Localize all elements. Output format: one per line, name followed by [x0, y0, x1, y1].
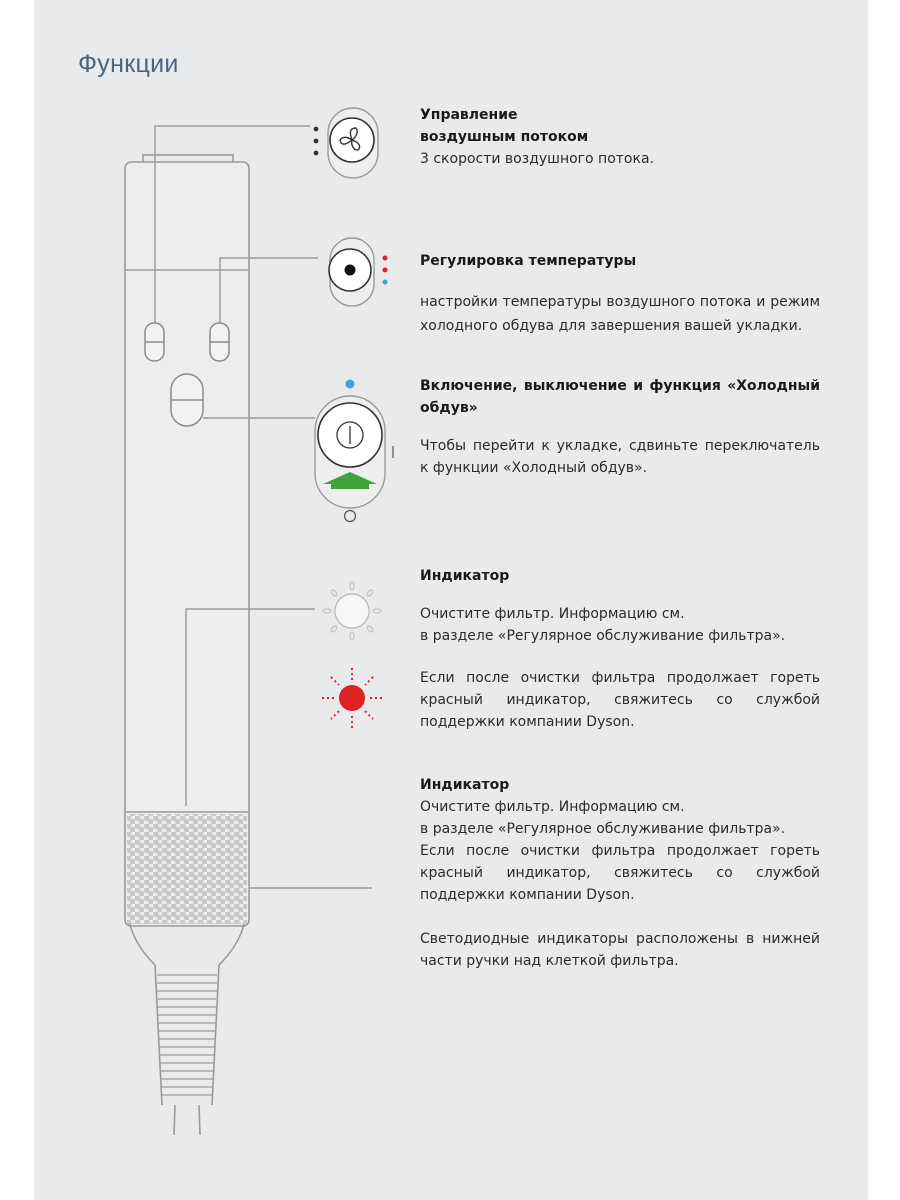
indicator1-section — [420, 565, 820, 733]
indicator1-text2: Если после очистки фильтра продолжает гореть красный индикатор, свяжитесь со службой поддержки компании Dyson. — [420, 670, 820, 730]
page-title: Функции — [78, 50, 179, 78]
indicator2-line2: в разделе «Регулярное обслуживание фильтра». — [420, 821, 786, 837]
indicator1-line2: в разделе «Регулярное обслуживание фильтра». — [420, 628, 786, 644]
indicator1-line1: Очистите фильтр. Информацию см. — [420, 606, 685, 622]
airflow-section — [420, 104, 820, 170]
indicator-red-icon — [322, 668, 382, 728]
fan-icon — [314, 108, 378, 178]
power-text: Чтобы перейти к укладке, сдвиньте переключатель к функции «Холодный обдув». — [420, 438, 820, 476]
airflow-switch[interactable] — [145, 323, 164, 361]
airflow-heading-line1: Управление — [420, 107, 518, 123]
indicator-off-icon — [323, 582, 381, 640]
power-switch[interactable] — [171, 374, 203, 426]
indicator2-heading: Индикатор — [420, 777, 510, 793]
airflow-text: 3 скорости воздушного потока. — [420, 151, 654, 167]
cable-ribs — [157, 975, 217, 1095]
indicator2-text1: Если после очистки фильтра продолжает гореть красный индикатор, свяжитесь со службой поддержки компании Dyson. — [420, 843, 820, 903]
cable-strain-relief — [130, 924, 244, 1135]
temperature-switch[interactable] — [210, 323, 229, 361]
airflow-heading-line2: воздушным потоком — [420, 129, 589, 145]
filter-mesh — [127, 814, 247, 924]
power-icon — [315, 380, 393, 522]
temperature-dial-icon — [329, 238, 388, 306]
indicator2-text2: Светодиодные индикаторы расположены в нижней части ручки над клеткой фильтра. — [420, 931, 820, 969]
indicator1-heading: Индикатор — [420, 568, 510, 584]
power-heading: Включение, выключение и функция «Холодный обдув» — [420, 378, 820, 416]
temperature-heading: Регулировка температуры — [420, 253, 637, 269]
indicator2-section — [420, 774, 820, 972]
power-section — [420, 375, 820, 479]
indicator2-line1: Очистите фильтр. Информацию см. — [420, 799, 685, 815]
temperature-section — [420, 250, 820, 338]
temperature-text: настройки температуры воздушного потока и режим холодного обдува для завершения вашей укладки. — [420, 294, 820, 334]
dryer-body — [125, 155, 249, 926]
